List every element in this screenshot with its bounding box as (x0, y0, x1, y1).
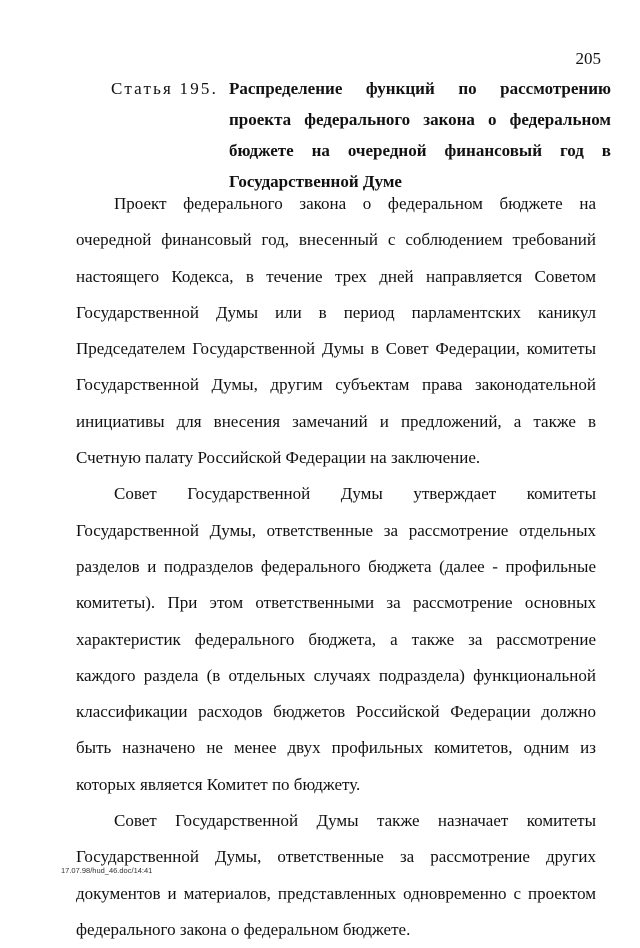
paragraph-2: Совет Государственной Думы утверждает комитеты Государственной Думы, ответственные за рассмотрение отдельных разделов и подразделов федерального бюджета (далее - профильные комитеты). При этом ответственными за рассмотрение основных характеристик федерального бюджета, а также за рассмотрение каждого раздела (в отдельных случаях подраздела) функциональной классификации расходов бюджетов Российской Федерации должно быть назначено не менее двух профильных комитетов, одним из которых является Комитет по бюджету. (76, 484, 596, 794)
page-number: 205 (575, 49, 601, 68)
article-label: Статья 195. (111, 79, 219, 98)
article-body (76, 186, 596, 948)
paragraph-3: Совет Государственной Думы также назначает комитеты Государственной Думы, ответственные за рассмотрение других документов и материалов, представленных одновременно с проектом федерального закона о федеральном бюджете. (76, 811, 596, 939)
article-title: Распределение функций по рассмотрению проекта федерального закона о федеральном бюджете на очередной финансовый год в Государственной Думе (229, 79, 611, 191)
document-footer: 17.07.98/hud_46.doc/14:41 (61, 866, 153, 875)
paragraph-1: Проект федерального закона о федеральном бюджете на очередной финансовый год, внесенный с соблюдением требований настоящего Кодекса, в течение трех дней направляется Советом Государственной Думы или в период парламентских каникул Председателем Государственной Думы в Совет Федерации, комитеты Государственной Думы, другим субъектам права законодательной инициативы для внесения замечаний и предложений, а также в Счетную палату Российской Федерации на заключение. (76, 194, 596, 468)
